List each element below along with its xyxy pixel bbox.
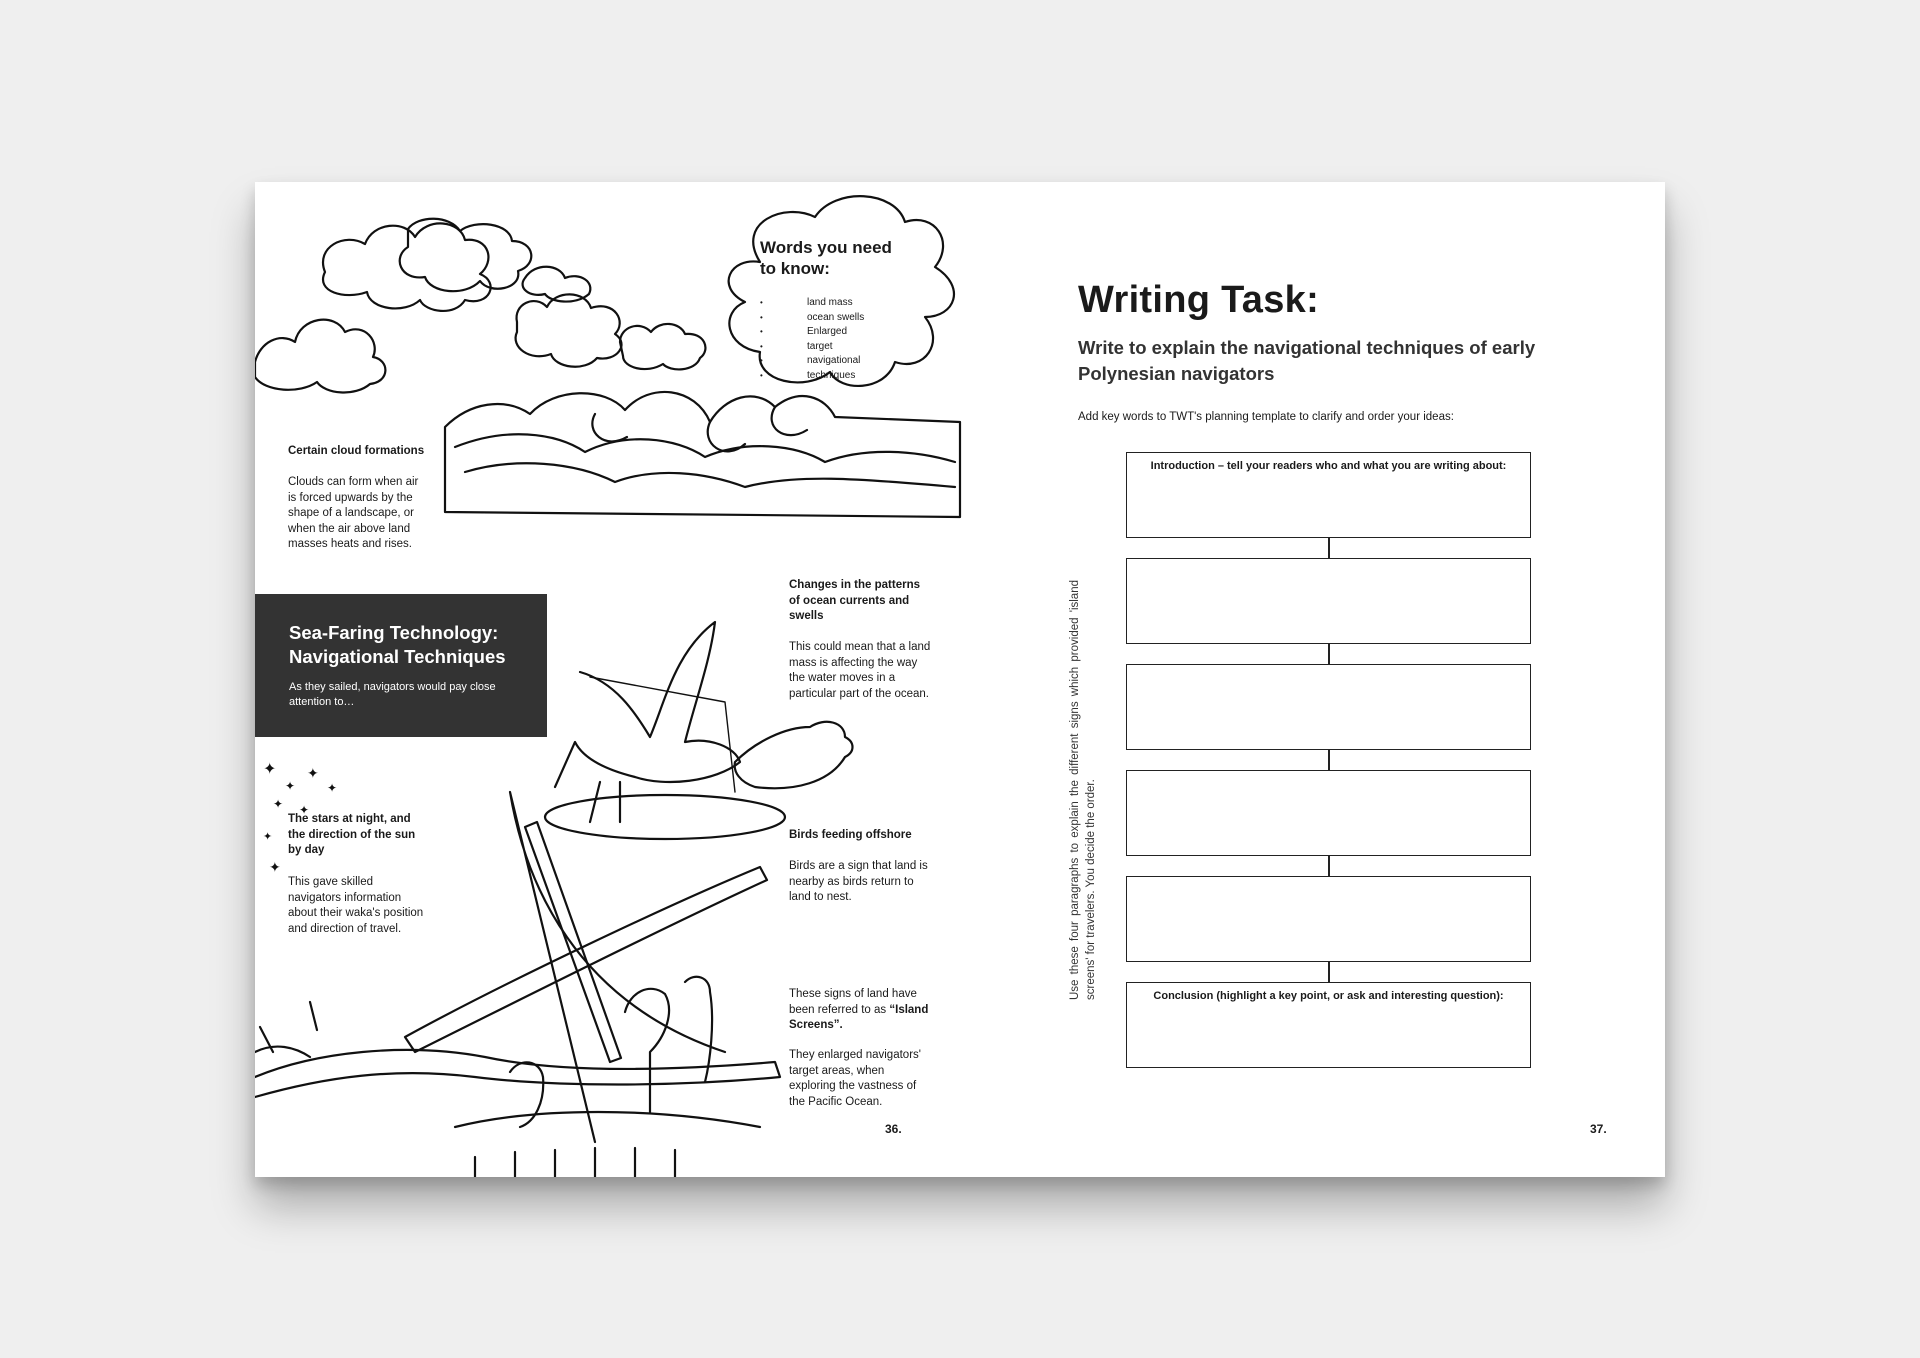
birds-body: Birds are a sign that land is nearby as birds return to land to nest. [789,860,928,903]
word-item: • target [760,340,864,355]
words-list [760,296,864,383]
svg-text:✦: ✦ [269,859,281,875]
svg-text:✦: ✦ [263,761,277,778]
mast-illustration [525,822,621,1062]
book-spread [255,182,1665,1177]
planning-box-conclusion[interactable] [1126,982,1531,1068]
svg-text:✦: ✦ [327,781,338,795]
word-item: • Enlarged [760,325,864,340]
svg-text:✦: ✦ [263,831,273,843]
crew-illustration [510,977,712,1127]
writing-task-instruction: Add key words to TWT's planning template to clarify and order your ideas: [1078,411,1454,423]
cloud-illustration [400,219,532,291]
bird-illustration [555,622,740,822]
island-screens-body: They enlarged navigators' target areas, when exploring the vastness of the Pacific Ocean. [789,1049,921,1108]
planning-box-paragraph[interactable] [1126,876,1531,962]
writing-task-title: Writing Task: [1078,279,1320,321]
planning-box-introduction[interactable] [1126,452,1531,538]
connector-line [1328,538,1330,558]
word-item: • navigational [760,354,864,369]
planning-box-paragraph[interactable] [1126,558,1531,644]
planning-box-label: Conclusion (highlight a key point, or ask and interesting question): [1153,990,1504,1002]
svg-text:✦: ✦ [285,779,296,793]
connector-line [1328,856,1330,876]
word-item: • ocean swells [760,311,864,326]
island-screens-intro: These signs of land have been referred to as “Island Screens”. [789,988,929,1031]
svg-text:✦: ✦ [299,803,310,817]
connector-line [1328,644,1330,664]
planning-box-label: Introduction – tell your readers who and what you are writing about: [1150,460,1507,472]
island-screens-term: “Island Screens”. [789,1003,929,1031]
planning-box-paragraph[interactable] [1126,770,1531,856]
page-number-right: 37. [1590,1122,1607,1136]
page-number-left: 36. [885,1122,902,1136]
sea-faring-subtitle: As they sailed, navigators would pay close attention to… [289,681,496,708]
birds-heading: Birds feeding offshore [789,829,912,841]
svg-text:✦: ✦ [307,765,319,781]
stars-heading: The stars at night, and the direction of the sun by day [288,813,416,856]
side-note: Use these four paragraphs to explain the different signs which provided 'island screens' for travelers. You decide the order. [1069,580,1097,1000]
cloud-illustration [516,294,622,366]
svg-text:✦: ✦ [273,797,284,811]
sea-faring-title: Sea-Faring Technology: Navigational Techniques [289,622,506,667]
cloud-illustration [323,223,491,311]
planning-box-paragraph[interactable] [1126,664,1531,750]
currents-body: This could mean that a land mass is affecting the way the water moves in a particular part of the ocean. [789,641,931,700]
hull-illustration [255,1050,780,1097]
words-box-title: Words you need to know: [760,238,892,278]
clouds-heading: Certain cloud formations [288,445,425,457]
connector-line [1328,962,1330,982]
clouds-body: Clouds can form when air is forced upwards by the shape of a landscape, or when the air above land masses heats and rises. [288,476,419,550]
sea-faring-panel [255,594,547,737]
writing-task-subtitle: Write to explain the navigational techniques of early Polynesian navigators [1078,337,1536,384]
word-item: • land mass [760,296,864,311]
cloud-illustration [255,320,385,393]
currents-heading: Changes in the patterns of ocean currents and swells [789,579,920,622]
stars-body: This gave skilled navigators information about their waka's position and direction of travel. [288,876,424,935]
word-item: • techniques [760,369,864,384]
bird-illustration [735,722,853,788]
connector-line [1328,750,1330,770]
cloud-illustration [620,324,705,369]
